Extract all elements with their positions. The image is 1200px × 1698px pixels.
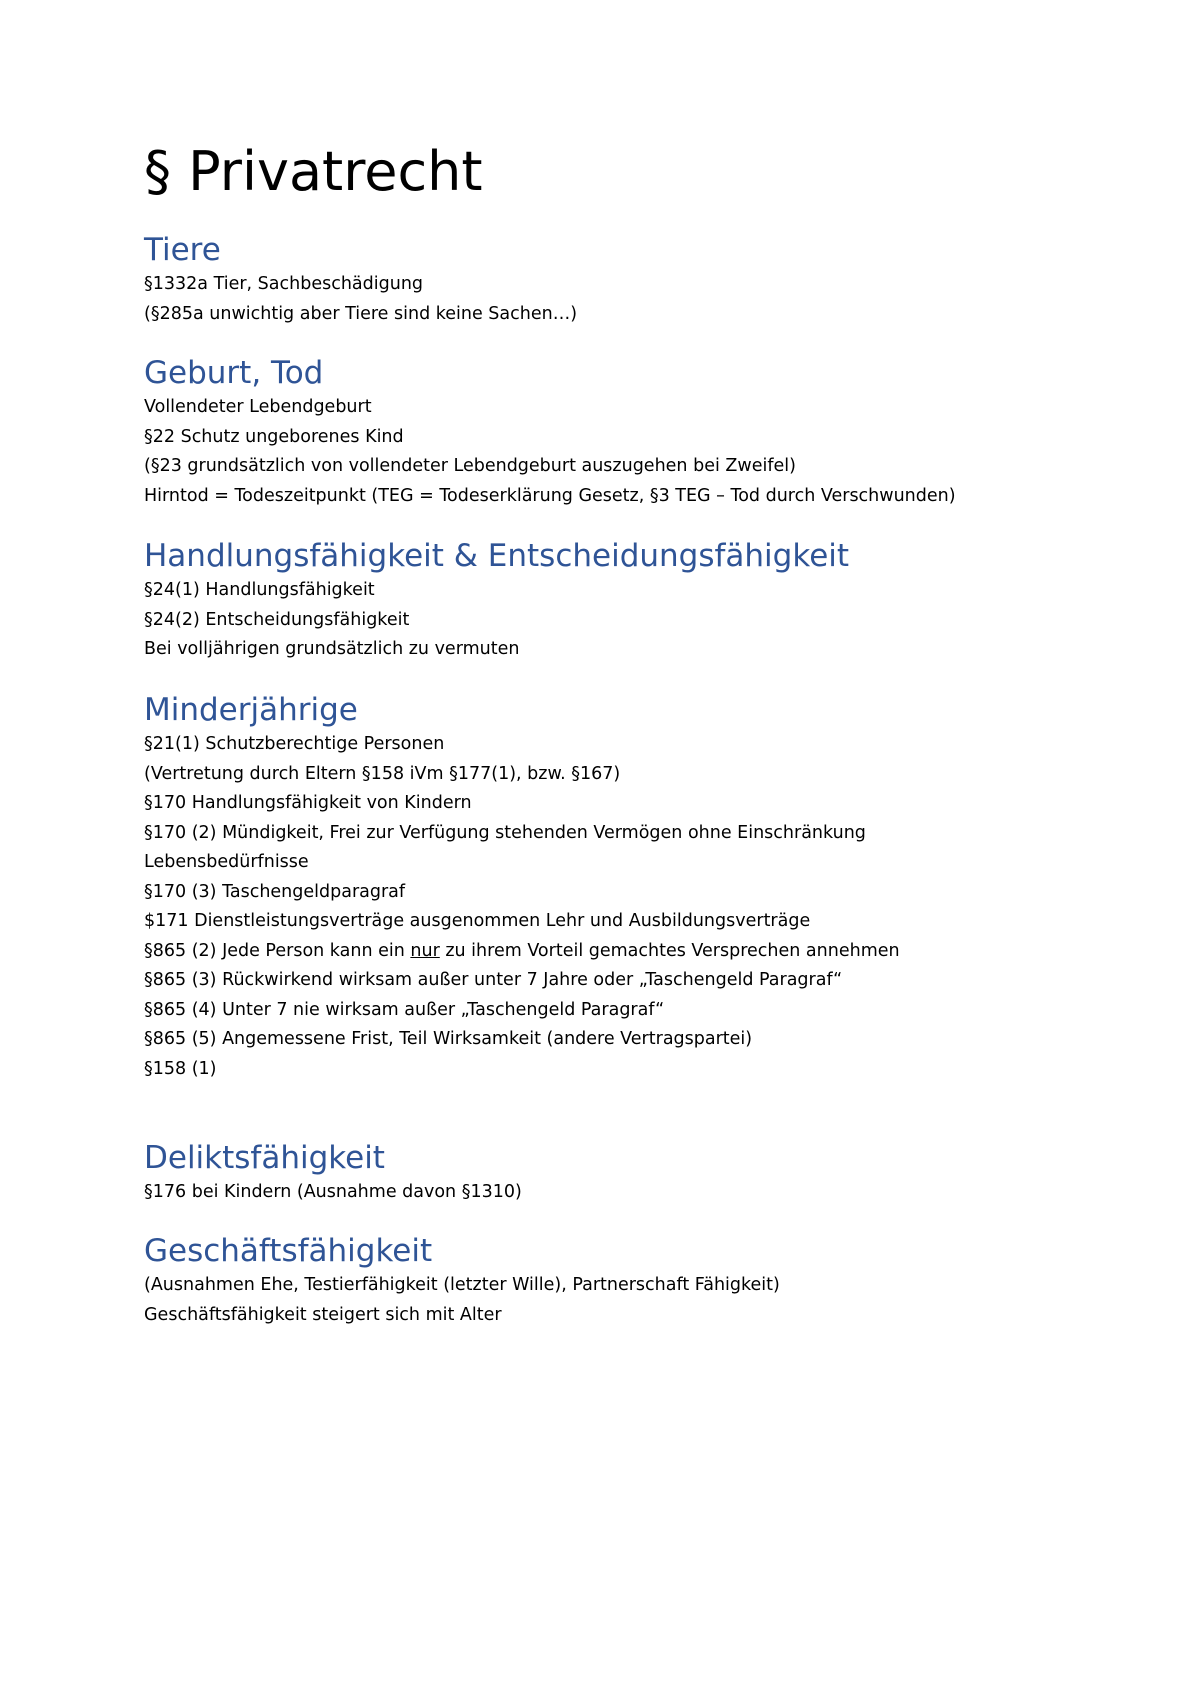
text-line: (Vertretung durch Eltern §158 iVm §177(1), bzw. §167) — [144, 763, 621, 784]
text-line: §21(1) Schutzberechtige Personen — [144, 734, 445, 754]
section-geburt-tod — [144, 353, 1064, 511]
text-line: §22 Schutz ungeborenes Kind — [144, 426, 404, 447]
section-deliktsfaehigkeit — [144, 1138, 1064, 1208]
section-lines — [144, 1178, 1064, 1208]
text-line: §170 Handlungsfähigkeit von Kindern — [144, 793, 472, 813]
text-line: §158 (1) — [144, 1058, 217, 1079]
document-title: § Privatrecht — [144, 140, 483, 203]
section-tiere — [144, 230, 1064, 329]
text-line: (§23 grundsätzlich von vollendeter Lebendgeburt auszugehen bei Zweifel) — [144, 456, 796, 476]
text-line: Geschäftsfähigkeit steigert sich mit Alter — [144, 1304, 502, 1325]
text-line: §1332a Tier, Sachbeschädigung — [144, 274, 424, 294]
text-line: §24(1) Handlungsfähigkeit — [144, 580, 375, 600]
text-line: (§285a unwichtig aber Tiere sind keine Sachen…) — [144, 303, 578, 324]
text-line: §865 (3) Rückwirkend wirksam außer unter 7 Jahre oder „Taschengeld Paragraf“ — [144, 970, 843, 990]
text-segment: §865 (2) Jede Person kann ein — [144, 940, 411, 961]
section-lines — [144, 576, 1064, 665]
text-line: §24(2) Entscheidungsfähigkeit — [144, 609, 410, 630]
section-minderjaehrige — [144, 690, 1064, 1084]
underlined-word: nur — [410, 940, 440, 961]
text-line: (Ausnahmen Ehe, Testierfähigkeit (letzter Wille), Partnerschaft Fähigkeit) — [144, 1275, 780, 1295]
text-line: Hirntod = Todeszeitpunkt (TEG = Todeserklärung Gesetz, §3 TEG – Tod durch Verschwunden) — [144, 485, 956, 506]
text-line: §865 (4) Unter 7 nie wirksam außer „Taschengeld Paragraf“ — [144, 999, 665, 1020]
section-heading: Deliktsfähigkeit — [144, 1140, 385, 1176]
text-line: §170 (3) Taschengeldparagraf — [144, 881, 406, 902]
section-lines — [144, 730, 1064, 1084]
text-line: Lebensbedürfnisse — [144, 852, 309, 872]
section-heading: Tiere — [144, 232, 221, 268]
section-geschaeftsfaehigkeit — [144, 1231, 1064, 1330]
text-line: $171 Dienstleistungsverträge ausgenommen Lehr und Ausbildungsverträge — [144, 911, 811, 931]
text-line-underlined — [144, 937, 1064, 967]
section-lines — [144, 1271, 1064, 1330]
section-handlungsfaehigkeit — [144, 536, 1064, 665]
text-line: §865 (5) Angemessene Frist, Teil Wirksamkeit (andere Vertragspartei) — [144, 1029, 753, 1049]
section-heading: Handlungsfähigkeit & Entscheidungsfähigkeit — [144, 538, 850, 574]
section-lines — [144, 393, 1064, 511]
section-lines — [144, 270, 1064, 329]
text-line: Vollendeter Lebendgeburt — [144, 397, 372, 417]
text-line: §170 (2) Mündigkeit, Frei zur Verfügung stehenden Vermögen ohne Einschränkung — [144, 822, 866, 843]
section-heading: Minderjährige — [144, 692, 358, 728]
text-segment: zu ihrem Vorteil gemachtes Versprechen annehmen — [439, 940, 900, 961]
section-heading: Geschäftsfähigkeit — [144, 1233, 433, 1269]
text-line: §176 bei Kindern (Ausnahme davon §1310) — [144, 1182, 522, 1202]
text-line: Bei volljährigen grundsätzlich zu vermuten — [144, 639, 520, 659]
section-heading: Geburt, Tod — [144, 355, 324, 391]
